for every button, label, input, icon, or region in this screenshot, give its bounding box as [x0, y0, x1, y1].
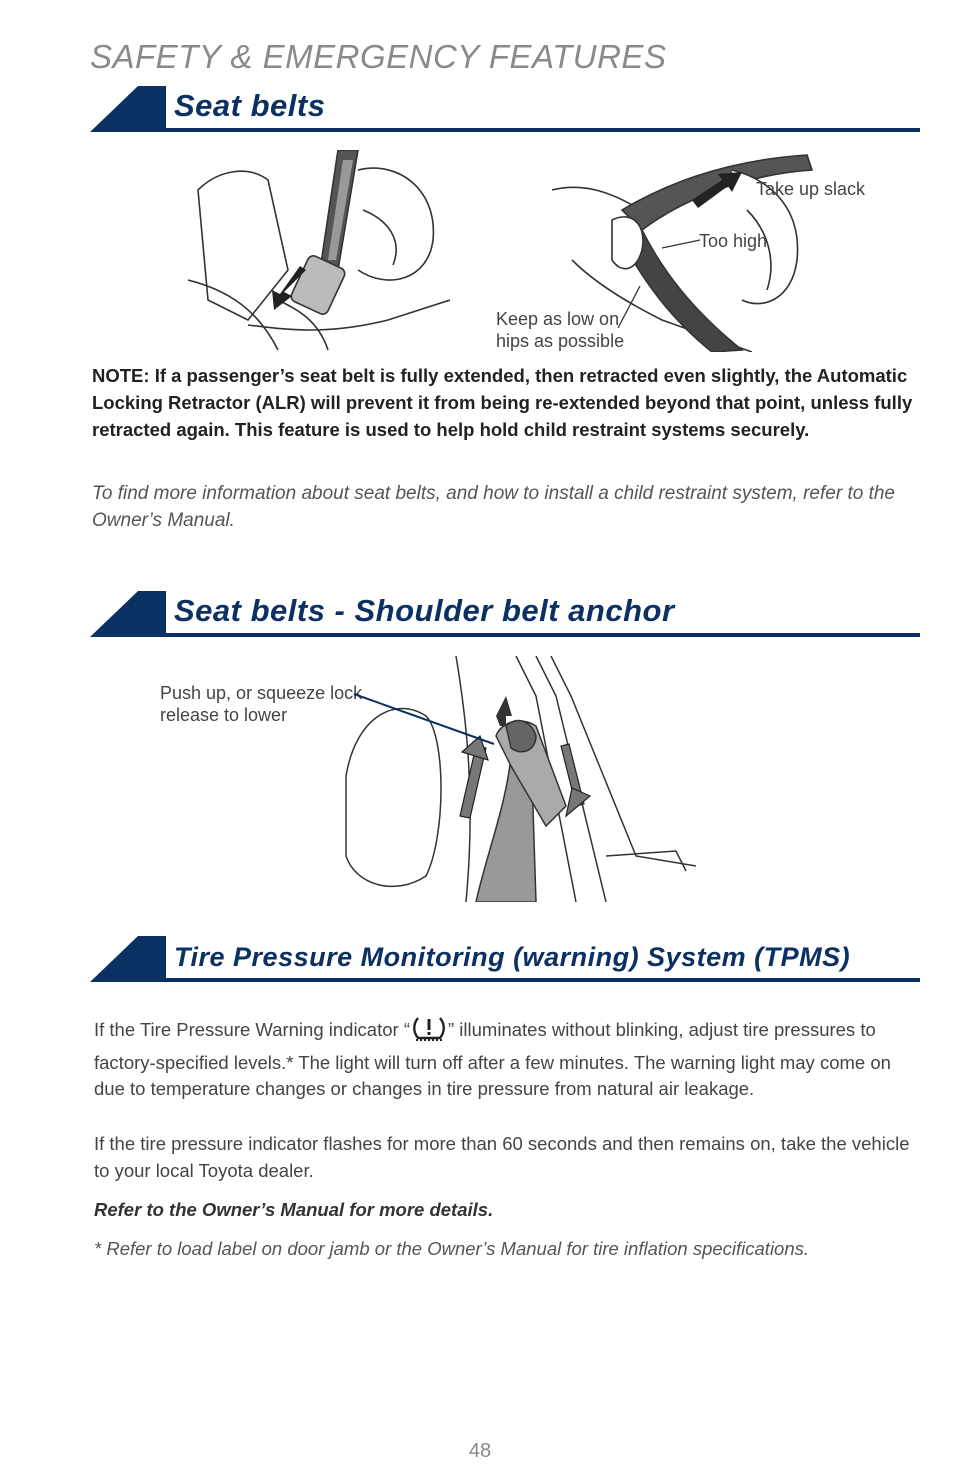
callout-take-up-slack: Take up slack: [756, 179, 866, 199]
tpms-footnote: * Refer to load label on door jamb or the Owner’s Manual for tire inflation specifications.: [94, 1238, 810, 1259]
section-banner-tpms: [90, 936, 920, 982]
section-title: Seat belts - Shoulder belt anchor: [174, 593, 675, 628]
callout-keep-low-line2: hips as possible: [496, 331, 625, 351]
callout-leader-push-up: [352, 690, 498, 750]
callout-too-high: Too high: [699, 231, 768, 251]
callout-push-up: [160, 682, 362, 726]
callout-push-up-line2: release to lower: [160, 705, 288, 725]
section-banner-seat-belts: [90, 86, 920, 132]
tpms-para1-after: ” illuminates without blinking, adjust tire pressures to factory-specified levels.* The light will turn off after a few minutes. The warning light may come on due to temperature changes or changes in tire pressure from natural air leakage.: [94, 1019, 891, 1099]
page-number: 48: [468, 1440, 492, 1462]
callout-keep-low: [496, 308, 624, 352]
callout-leader-keep-low: [614, 282, 644, 332]
tpms-refer-manual: Refer to the Owner’s Manual for more details.: [94, 1199, 494, 1220]
callout-leader-too-high: [660, 236, 702, 250]
page-header: SAFETY & EMERGENCY FEATURES: [90, 38, 667, 75]
callout-push-up-line1: Push up, or squeeze lock: [160, 683, 363, 703]
tpms-para1-before: If the Tire Pressure Warning indicator “: [94, 1019, 410, 1040]
section-banner-shoulder-anchor: [90, 591, 920, 637]
tpms-paragraph-1: [94, 1014, 920, 1103]
seat-belt-info: To find more information about seat belts, and how to install a child restraint system, refer to the Owner’s Manual.: [92, 483, 895, 531]
tpms-paragraph-2: If the tire pressure indicator flashes for more than 60 seconds and then remains on, take the vehicle to your local Toyota dealer.: [94, 1133, 910, 1181]
section-title: Tire Pressure Monitoring (warning) System (TPMS): [174, 942, 851, 972]
alr-note: NOTE: If a passenger’s seat belt is fully extended, then retracted even slightly, the Automatic Locking Retractor (ALR) will prevent it from being re-extended beyond that point, unless fully retracted again. This feature is used to help hold child restraint systems securely.: [92, 365, 913, 440]
tire-pressure-warning-icon: [412, 1014, 446, 1050]
seat-belt-buckle-illustration: [188, 150, 450, 352]
section-title: Seat belts: [174, 88, 326, 123]
callout-keep-low-line1: Keep as low on: [496, 309, 620, 329]
